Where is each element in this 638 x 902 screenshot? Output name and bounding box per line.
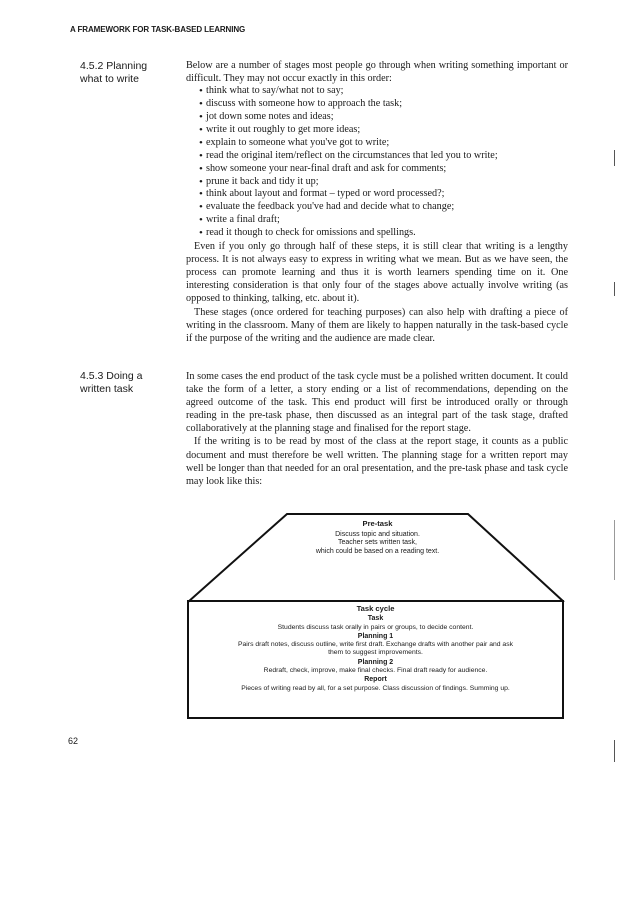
list-item: • read it though to check for omissions and spellings. — [186, 227, 568, 240]
list-item: • evaluate the feedback you've had and decide what to change; — [186, 201, 568, 214]
pretask-line: which could be based on a reading text. — [315, 547, 440, 555]
pretask-title: Pre-task — [362, 519, 393, 528]
scan-edge-mark — [614, 520, 615, 580]
planning1-stage-description: Pairs draft notes, discuss outline, write first draft. Exchange drafts with another pair and ask — [237, 641, 514, 649]
section-body-planning — [186, 59, 568, 345]
list-item: • think what to say/what not to say; — [186, 85, 568, 98]
list-item: • write it out roughly to get more ideas; — [186, 124, 568, 137]
report-stage-label: Report — [364, 676, 387, 684]
running-head: A FRAMEWORK FOR TASK-BASED LEARNING — [70, 25, 246, 34]
section-heading-line2: written task — [80, 383, 134, 395]
page-number: 62 — [68, 736, 79, 746]
list-item: • jot down some notes and ideas; — [186, 111, 568, 124]
task-stage-label: Task — [367, 615, 384, 623]
planning1-stage-label: Planning 1 — [357, 632, 394, 640]
list-item: • show someone your near-final draft and ask for comments; — [186, 163, 568, 176]
planning2-stage-label: Planning 2 — [357, 658, 394, 666]
list-item: • write a final draft; — [186, 214, 568, 227]
planning2-stage-description: Redraft, check, improve, make final checks. Final draft ready for audience. — [263, 667, 488, 675]
section-heading-line1: 4.5.2 Planning — [80, 60, 148, 72]
task-stage-description: Students discuss task orally in pairs or groups, to decide content. — [277, 623, 474, 631]
section-heading-line2: what to write — [80, 73, 139, 85]
body-paragraph: If the writing is to be read by most of the class at the report stage, it counts as a public document and must therefore be well written. The planning stage for a written report may well be longer than that needed for an oral presentation, and the pre-task phase and task cycle may look like this: — [186, 436, 568, 487]
body-paragraph: These stages (once ordered for teaching purposes) can also help with drafting a piece of writing in the classroom. Many of them are likely to happen naturally in the task-based cycle if the purpose of the writing and the audience are made clear. — [186, 306, 568, 344]
list-item: • read the original item/reflect on the circumstances that led you to write; — [186, 150, 568, 163]
section-heading-written-task — [80, 370, 180, 396]
list-item: • discuss with someone how to approach the task; — [186, 98, 568, 111]
body-paragraph: Even if you only go through half of these steps, it is still clear that writing is a lengthy process. It is not always easy to express in writing what we mean. But as we have seen, the process can promote learning and thus it is worth learners spending time on it. One interesting consideration is that only four of the stages above actually involve writing (as opposed to thinking, talking, etc. about it). — [186, 241, 568, 305]
task-cycle-figure — [187, 513, 568, 722]
planning1-stage-description-cont: them to suggest improvements. — [328, 649, 423, 657]
pretask-line: Discuss topic and situation. — [335, 530, 420, 538]
section-heading-line1: 4.5.3 Doing a — [80, 370, 143, 382]
list-item: • prune it back and tidy it up; — [186, 176, 568, 189]
body-paragraph: In some cases the end product of the task cycle must be a polished written document. It could take the form of a letter, a story ending or a list of recommendations, depending on the agreed outcome of the task. This end product will first be introduced orally or through reading in the pre-task phase, then discussed as an integral part of the task stage, drafted collaboratively at the planning stage and finalised for the report stage. — [186, 371, 568, 435]
scan-edge-mark — [614, 282, 615, 296]
pretask-line: Teacher sets written task, — [338, 539, 417, 547]
scan-edge-mark — [614, 740, 615, 762]
task-cycle-title: Task cycle — [356, 604, 395, 613]
intro-paragraph: Below are a number of stages most people go through when writing something important or difficult. They may not occur exactly in this order: — [186, 60, 568, 85]
section-body-written-task — [186, 370, 568, 488]
scan-edge-mark — [614, 150, 615, 166]
list-item: • think about layout and format – typed or word processed?; — [186, 188, 568, 201]
pretask-panel — [287, 520, 468, 556]
report-stage-description: Pieces of writing read by all, for a set purpose. Class discussion of findings. Summing up. — [241, 684, 510, 692]
stages-list — [186, 85, 568, 240]
section-heading-planning — [80, 60, 180, 86]
task-cycle-box — [187, 600, 564, 719]
list-item: • explain to someone what you've got to write; — [186, 137, 568, 150]
